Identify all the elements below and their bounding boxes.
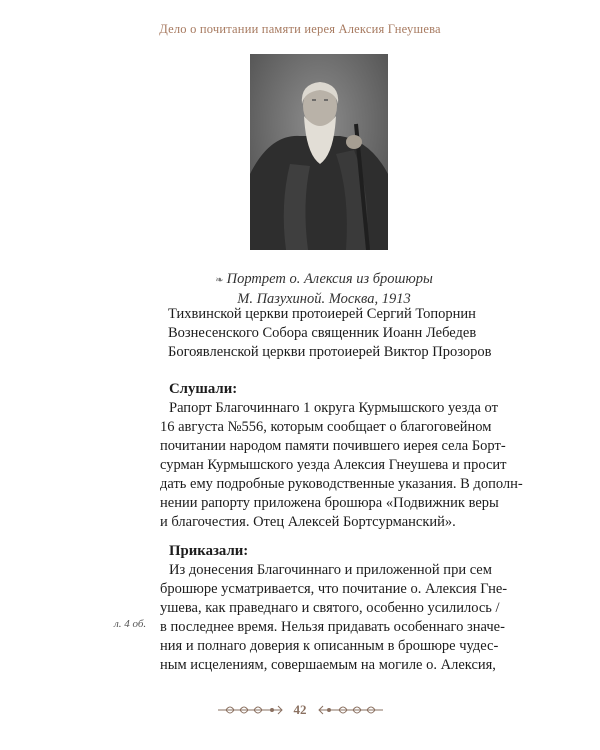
portrait-image <box>250 54 388 250</box>
page-number: 42 <box>293 702 307 717</box>
heard-line: дать ему подробные руководственные указания. В дополн- <box>160 476 523 492</box>
heard-line: 16 августа №556, которым сообщает о благоговейном <box>160 419 492 435</box>
page-footer <box>0 698 600 722</box>
portrait-photo <box>250 54 388 250</box>
ordered-line: ния и полнаго доверия к описанным в брошюре чудес- <box>160 638 499 654</box>
ordered-line: брошюре усматривается, что почитание о. Алексия Гне- <box>160 581 508 597</box>
ordered-line: ным исцелениям, совершаемым на могиле о. Алексия, <box>160 657 496 673</box>
attendee-line: Вознесенского Собора священник Иоанн Лебедев <box>168 325 477 341</box>
caption-line-1 <box>200 270 448 290</box>
ordered-line: в последнее время. Нельзя придавать особеннаго значе- <box>160 619 505 635</box>
archive-folio-note: л. 4 об. <box>114 618 147 630</box>
ordered-section <box>160 542 508 675</box>
heard-heading: Слушали: <box>169 381 238 397</box>
left-flourish-icon <box>216 702 286 718</box>
heard-line: Рапорт Благочиннаго 1 округа Курмышского уезда от <box>169 400 498 416</box>
leaf-ornament-icon: ❧ <box>215 275 224 286</box>
heard-line: и благочестия. Отец Алексей Бортсурманский». <box>160 514 456 530</box>
right-flourish-icon <box>315 702 385 718</box>
caption-line-2: М. Пазухиной. Москва, 1913 <box>237 291 411 307</box>
attendee-line: Тихвинской церкви протоиерей Сергий Топорнин <box>168 306 476 322</box>
heard-line: почитании народом памяти почившего иерея села Борт- <box>160 438 506 454</box>
heard-line: сурман Курмышского уезда Алексия Гнеушева и просит <box>160 457 507 473</box>
heard-section <box>160 380 523 532</box>
heard-line: нении рапорту приложена брошюра «Подвижник веры <box>160 495 499 511</box>
caption-text-1: Портрет о. Алексия из брошюры <box>226 271 433 287</box>
ordered-heading: Приказали: <box>169 543 249 559</box>
ordered-line: Из донесения Благочиннаго и приложенной при сем <box>169 562 492 578</box>
attendee-line: Богоявленской церкви протоиерей Виктор Прозоров <box>168 344 492 360</box>
attendees-list <box>168 305 508 362</box>
running-header: Дело о почитании памяти иерея Алексия Гнеушева <box>159 22 441 36</box>
photo-caption <box>200 270 448 309</box>
ordered-line: ушева, как праведнаго и святого, особенно усилилось / <box>160 600 500 616</box>
